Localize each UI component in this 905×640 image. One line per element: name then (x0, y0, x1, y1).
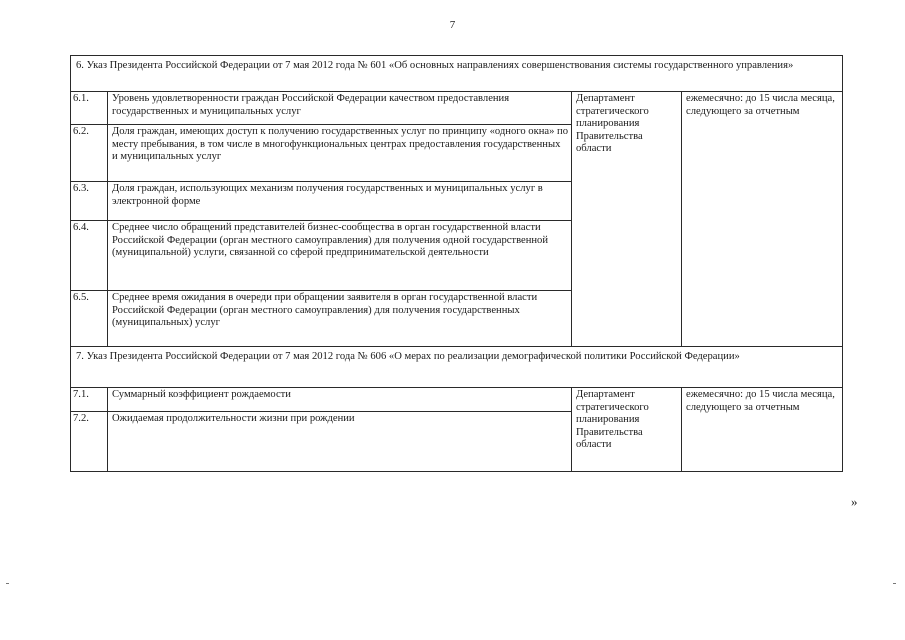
indicator-text: Доля граждан, использующих механизм получения государственных и муниципальных услуг в электронной форме (108, 182, 572, 221)
section-header-row (71, 347, 843, 388)
indicator-text: Уровень удовлетворенности граждан Российской Федерации качеством предоставления государственных и муниципальных услуг (108, 92, 572, 125)
indicator-text: Суммарный коэффициент рождаемости (108, 388, 572, 412)
row-number: 7.2. (71, 412, 108, 472)
table-row (71, 92, 843, 125)
row-number: 6.4. (71, 221, 108, 291)
responsible-department: Департамент стратегического планирования Правительства области (572, 92, 682, 347)
row-number: 6.3. (71, 182, 108, 221)
row-number: 7.1. (71, 388, 108, 412)
scan-mark (893, 583, 896, 584)
section-header-row (71, 56, 843, 92)
reporting-periodicity: ежемесячно: до 15 числа месяца, следующего за отчетным (682, 388, 843, 472)
scan-mark (6, 583, 9, 584)
row-number: 6.5. (71, 291, 108, 347)
reporting-periodicity: ежемесячно: до 15 числа месяца, следующего за отчетным (682, 92, 843, 347)
page-number: 7 (449, 19, 456, 31)
indicator-text: Ожидаемая продолжительности жизни при рождении (108, 412, 572, 472)
table-row (71, 388, 843, 412)
section-title: 7. Указ Президента Российской Федерации от 7 мая 2012 года № 606 «О мерах по реализации демографической политики Российской Федерации» (71, 347, 843, 388)
section-title: 6. Указ Президента Российской Федерации от 7 мая 2012 года № 601 «Об основных направлениях совершенствования системы государственного управления» (71, 56, 843, 92)
closing-quote: » (851, 494, 858, 509)
responsible-department: Департамент стратегического планирования Правительства области (572, 388, 682, 472)
indicator-text: Среднее число обращений представителей бизнес-сообщества в орган государственной власти Российской Федерации (орган местного самоуправления) для получения одной государственной (муниципальной) услуги, связанной со сферой предпринимательской деятельности (108, 221, 572, 291)
indicator-text: Доля граждан, имеющих доступ к получению государственных услуг по принципу «одного окна» по месту пребывания, в том числе в многофункциональных центрах предоставления государственных и муниципальных услуг (108, 125, 572, 182)
indicators-table (70, 55, 843, 472)
row-number: 6.2. (71, 125, 108, 182)
indicator-text: Среднее время ожидания в очереди при обращении заявителя в орган государственной власти Российской Федерации (орган местного самоуправления) для получения государственных (муниципальных) услуг (108, 291, 572, 347)
row-number: 6.1. (71, 92, 108, 125)
